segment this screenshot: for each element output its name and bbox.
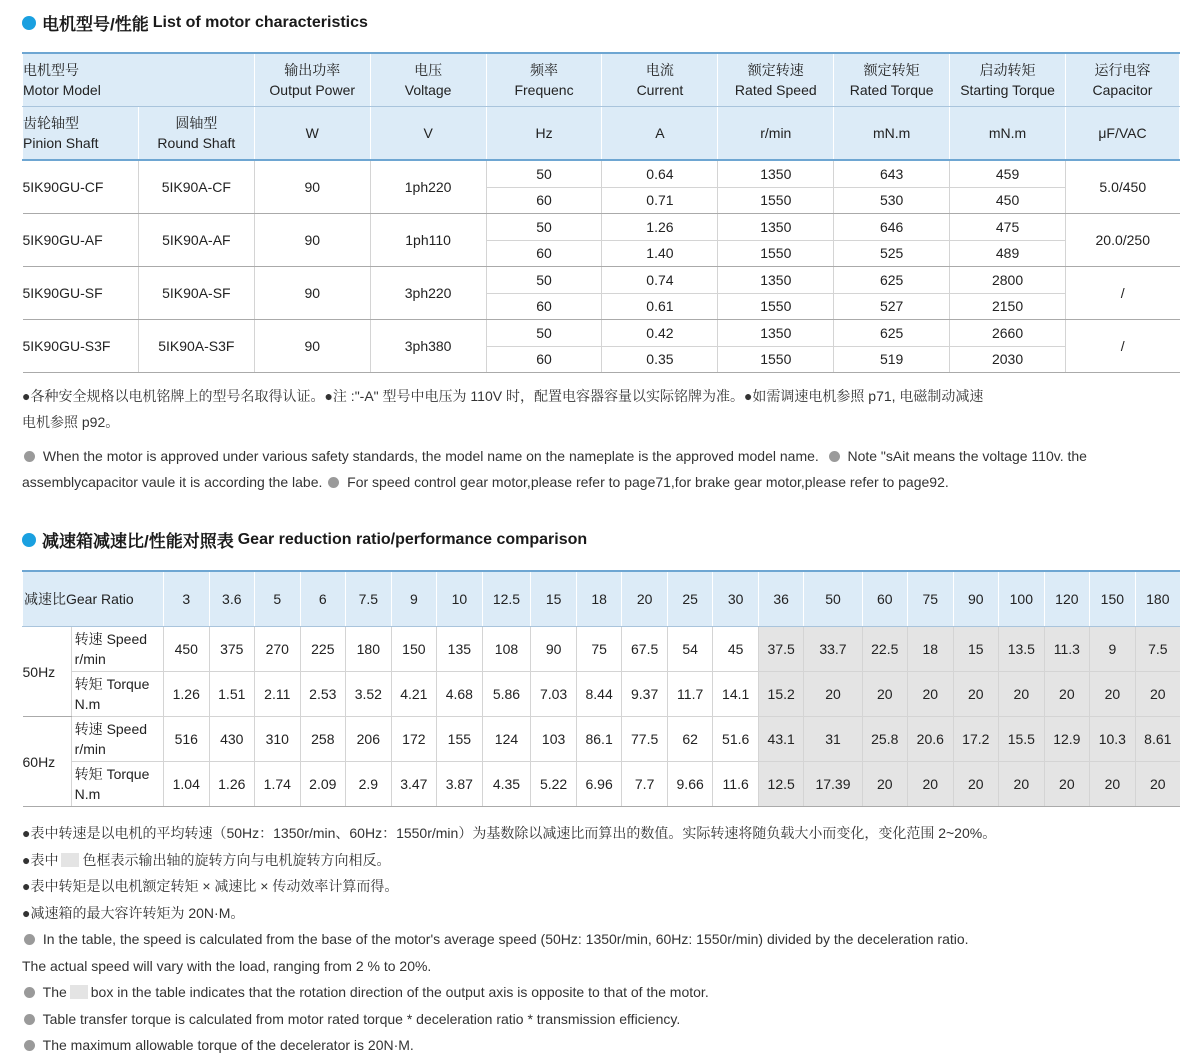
bullet-icon [24, 1014, 35, 1025]
pinion-shaft-model: 5IK90GU-AF [23, 214, 139, 267]
starting-torque: 450 [950, 187, 1066, 214]
speed-value: 31 [804, 717, 862, 762]
rated-speed: 1550 [718, 293, 834, 320]
ratio-header: 100 [999, 571, 1045, 627]
torque-value: 20 [804, 672, 862, 717]
gear-note-en1: In the table, the speed is calculated from the base of the motor's average speed (50Hz: 1350r/min, 60Hz: 1550r/min) divided by the deceleration ratio. [22, 926, 996, 953]
round-shaft-model: 5IK90A-SF [138, 267, 254, 320]
gear-note-cn1: ●表中转速是以电机的平均转速（50Hz：1350r/min、60Hz：1550r/min）为基数除以减速比而算出的数值。实际转速将随负载大小而变化，变化范围 2~20%。 [22, 825, 997, 841]
note-cn-line2: 电机参照 p92。 [22, 414, 120, 430]
ratio-header: 36 [758, 571, 804, 627]
torque-value: 2.09 [300, 762, 346, 807]
current: 0.74 [602, 267, 718, 294]
speed-value: 18 [908, 627, 954, 672]
gear-title-en: Gear reduction ratio/performance comparison [237, 530, 588, 548]
speed-value: 7.5 [1135, 627, 1180, 672]
torque-value: 2.53 [300, 672, 346, 717]
motor-characteristics-table [22, 52, 1180, 373]
speed-value: 103 [531, 717, 577, 762]
torque-value: 2.11 [255, 672, 301, 717]
speed-value: 43.1 [758, 717, 804, 762]
bullet-icon [22, 16, 36, 30]
gear-note-cn2: ●表中 色框表示输出轴的旋转方向与电机旋转方向相反。 [22, 851, 391, 868]
frequency: 60 [486, 240, 602, 267]
round-shaft-model: 5IK90A-AF [138, 214, 254, 267]
speed-value: 33.7 [804, 627, 862, 672]
speed-value: 9 [1090, 627, 1136, 672]
speed-value: 45 [713, 627, 759, 672]
speed-value: 62 [667, 717, 713, 762]
unit-frequency: Hz [486, 107, 602, 161]
pinion-shaft-model: 5IK90GU-SF [23, 267, 139, 320]
note-cn-line1: ●各种安全规格以电机铭牌上的型号名取得认证。●注 :"-A" 型号中电压为 110V 时，配置电容器容量以实际铭牌为准。●如需调速电机参照 p71, 电磁制动减速 [22, 388, 984, 404]
torque-value: 1.26 [164, 672, 210, 717]
torque-value: 20 [1135, 672, 1180, 717]
starting-torque: 2800 [950, 267, 1066, 294]
speed-value: 11.3 [1044, 627, 1090, 672]
header-frequency: 频率 Frequenc [486, 53, 602, 107]
note-en-line1: When the motor is approved under various safety standards, the model name on the nameplate is the approved model name. Note "sAit means the voltage 110v. the [22, 443, 1182, 469]
ratio-header: 50 [804, 571, 862, 627]
torque-value: 20 [908, 672, 954, 717]
torque-value: 20 [862, 762, 908, 807]
ratio-header: 90 [953, 571, 999, 627]
ratio-header: 5 [255, 571, 301, 627]
frequency: 60 [486, 187, 602, 214]
torque-value: 14.1 [713, 672, 759, 717]
frequency-label: 50Hz [23, 627, 72, 717]
torque-value: 3.47 [391, 762, 437, 807]
speed-value: 310 [255, 717, 301, 762]
torque-value: 4.68 [437, 672, 483, 717]
torque-value: 20 [953, 672, 999, 717]
rated-torque: 519 [834, 346, 950, 373]
gear-note-en3: Table transfer torque is calculated from motor rated torque * deceleration ratio * transmission efficiency. [22, 1006, 996, 1033]
gear-note-en4: The maximum allowable torque of the decelerator is 20N·M. [22, 1032, 996, 1059]
rated-speed: 1350 [718, 160, 834, 187]
ratio-header: 10 [437, 571, 483, 627]
current: 0.61 [602, 293, 718, 320]
starting-torque: 459 [950, 160, 1066, 187]
gear-note-en1b: The actual speed will vary with the load, ranging from 2 % to 20%. [22, 957, 432, 974]
header-capacitor: 运行电容 Capacitor [1066, 53, 1180, 107]
starting-torque: 475 [950, 214, 1066, 241]
ratio-header: 15 [531, 571, 577, 627]
note-en-line2: assemblycapacitor vaule it is according the labe. For speed control gear motor,please refer to page71,for brake gear motor,please refer to page92. [22, 474, 949, 490]
frequency: 60 [486, 346, 602, 373]
motor-row [23, 214, 1180, 241]
frequency: 50 [486, 267, 602, 294]
ratio-header: 9 [391, 571, 437, 627]
motor-title-en: List of motor characteristics [152, 13, 368, 31]
ratio-header: 3.6 [209, 571, 255, 627]
voltage: 1ph220 [370, 160, 486, 214]
ratio-header: 12.5 [482, 571, 531, 627]
speed-value: 20.6 [908, 717, 954, 762]
rated-torque: 643 [834, 160, 950, 187]
bullet-icon [328, 477, 339, 488]
motor-notes [22, 383, 1182, 495]
gear-note-cn3: ●表中转矩是以电机额定转矩 × 减速比 × 传动效率计算而得。 [22, 878, 399, 894]
voltage: 3ph220 [370, 267, 486, 320]
current: 0.71 [602, 187, 718, 214]
ratio-header: 180 [1135, 571, 1180, 627]
torque-row-label: 转矩 Torque N.m [71, 762, 163, 807]
rated-speed: 1350 [718, 320, 834, 347]
torque-value: 5.22 [531, 762, 577, 807]
bullet-icon [22, 533, 36, 547]
speed-value: 77.5 [622, 717, 668, 762]
current: 0.64 [602, 160, 718, 187]
speed-value: 108 [482, 627, 531, 672]
rated-torque: 530 [834, 187, 950, 214]
output-power: 90 [254, 267, 370, 320]
rated-speed: 1350 [718, 267, 834, 294]
torque-value: 11.6 [713, 762, 759, 807]
ratio-header: 6 [300, 571, 346, 627]
torque-value: 1.04 [164, 762, 210, 807]
torque-value: 6.96 [576, 762, 622, 807]
rated-speed: 1550 [718, 240, 834, 267]
starting-torque: 2150 [950, 293, 1066, 320]
torque-value: 7.03 [531, 672, 577, 717]
ratio-header: 18 [576, 571, 622, 627]
capacitor: 5.0/450 [1066, 160, 1180, 214]
torque-value: 20 [1044, 762, 1090, 807]
output-power: 90 [254, 320, 370, 373]
torque-value: 20 [953, 762, 999, 807]
bullet-icon [24, 987, 35, 998]
speed-value: 124 [482, 717, 531, 762]
unit-capacitor: μF/VAC [1066, 107, 1180, 161]
speed-value: 17.2 [953, 717, 999, 762]
rated-torque: 525 [834, 240, 950, 267]
torque-value: 5.86 [482, 672, 531, 717]
rated-speed: 1350 [718, 214, 834, 241]
starting-torque: 2030 [950, 346, 1066, 373]
ratio-header: 25 [667, 571, 713, 627]
speed-value: 450 [164, 627, 210, 672]
speed-value: 51.6 [713, 717, 759, 762]
unit-torque: mN.m [834, 107, 950, 161]
ratio-header: 60 [862, 571, 908, 627]
ratio-header: 150 [1090, 571, 1136, 627]
starting-torque: 2660 [950, 320, 1066, 347]
speed-value: 258 [300, 717, 346, 762]
rated-torque: 625 [834, 267, 950, 294]
torque-value: 4.35 [482, 762, 531, 807]
speed-value: 375 [209, 627, 255, 672]
header-rated-speed: 额定转速 Rated Speed [718, 53, 834, 107]
speed-value: 12.9 [1044, 717, 1090, 762]
speed-value: 516 [164, 717, 210, 762]
round-shaft-model: 5IK90A-CF [138, 160, 254, 214]
pinion-shaft-model: 5IK90GU-S3F [23, 320, 139, 373]
current: 1.40 [602, 240, 718, 267]
starting-torque: 489 [950, 240, 1066, 267]
motor-title-cn: 电机型号/性能 [42, 15, 149, 34]
speed-value: 67.5 [622, 627, 668, 672]
speed-value: 22.5 [862, 627, 908, 672]
speed-value: 270 [255, 627, 301, 672]
frequency: 50 [486, 320, 602, 347]
speed-row-label: 转速 Speed r/min [71, 717, 163, 762]
rated-torque: 625 [834, 320, 950, 347]
shade-sample-box [70, 985, 88, 999]
capacitor: / [1066, 267, 1180, 320]
ratio-header: 7.5 [346, 571, 392, 627]
torque-value: 4.21 [391, 672, 437, 717]
torque-value: 20 [1090, 762, 1136, 807]
torque-value: 1.51 [209, 672, 255, 717]
header-gear-ratio: 减速比Gear Ratio [23, 571, 164, 627]
gear-row [23, 672, 1181, 717]
header-current: 电流 Current [602, 53, 718, 107]
output-power: 90 [254, 160, 370, 214]
gear-ratio-table [22, 570, 1180, 807]
torque-value: 20 [999, 672, 1045, 717]
ratio-header: 3 [164, 571, 210, 627]
header-rated-torque: 额定转矩 Rated Torque [834, 53, 950, 107]
speed-value: 54 [667, 627, 713, 672]
unit-power: W [254, 107, 370, 161]
torque-value: 1.74 [255, 762, 301, 807]
capacitor: / [1066, 320, 1180, 373]
rated-torque: 646 [834, 214, 950, 241]
frequency: 50 [486, 160, 602, 187]
header-pinion-shaft: 齿轮轴型 Pinion Shaft [23, 107, 139, 161]
rated-torque: 527 [834, 293, 950, 320]
gear-row [23, 762, 1181, 807]
bullet-icon [24, 451, 35, 462]
unit-speed: r/min [718, 107, 834, 161]
unit-starting-torque: mN.m [950, 107, 1066, 161]
voltage: 3ph380 [370, 320, 486, 373]
torque-value: 20 [1135, 762, 1180, 807]
unit-voltage: V [370, 107, 486, 161]
torque-value: 2.9 [346, 762, 392, 807]
header-starting-torque: 启动转矩 Starting Torque [950, 53, 1066, 107]
torque-value: 17.39 [804, 762, 862, 807]
speed-value: 150 [391, 627, 437, 672]
speed-value: 13.5 [999, 627, 1045, 672]
header-voltage: 电压 Voltage [370, 53, 486, 107]
torque-value: 20 [862, 672, 908, 717]
shade-sample-box [61, 853, 79, 867]
speed-value: 15 [953, 627, 999, 672]
speed-value: 37.5 [758, 627, 804, 672]
speed-value: 10.3 [1090, 717, 1136, 762]
speed-value: 172 [391, 717, 437, 762]
speed-value: 90 [531, 627, 577, 672]
bullet-icon [829, 451, 840, 462]
capacitor: 20.0/250 [1066, 214, 1180, 267]
frequency-label: 60Hz [23, 717, 72, 807]
gear-title-cn: 减速箱减速比/性能对照表 [42, 532, 234, 551]
gear-section-title [22, 527, 587, 552]
speed-value: 155 [437, 717, 483, 762]
header-round-shaft: 圆轴型 Round Shaft [138, 107, 254, 161]
pinion-shaft-model: 5IK90GU-CF [23, 160, 139, 214]
torque-value: 20 [1090, 672, 1136, 717]
speed-value: 135 [437, 627, 483, 672]
motor-section-title [22, 10, 368, 35]
output-power: 90 [254, 214, 370, 267]
unit-current: A [602, 107, 718, 161]
rated-speed: 1550 [718, 346, 834, 373]
motor-row [23, 160, 1180, 187]
round-shaft-model: 5IK90A-S3F [138, 320, 254, 373]
torque-value: 12.5 [758, 762, 804, 807]
torque-value: 1.26 [209, 762, 255, 807]
torque-value: 9.66 [667, 762, 713, 807]
torque-value: 7.7 [622, 762, 668, 807]
speed-value: 430 [209, 717, 255, 762]
frequency: 50 [486, 214, 602, 241]
speed-value: 75 [576, 627, 622, 672]
torque-value: 11.7 [667, 672, 713, 717]
gear-notes [22, 820, 996, 1059]
ratio-header: 120 [1044, 571, 1090, 627]
gear-note-cn4: ●减速箱的最大容许转矩为 20N·M。 [22, 904, 245, 921]
rated-speed: 1550 [718, 187, 834, 214]
torque-value: 3.87 [437, 762, 483, 807]
torque-value: 9.37 [622, 672, 668, 717]
current: 0.35 [602, 346, 718, 373]
speed-row-label: 转速 Speed r/min [71, 627, 163, 672]
gear-row [23, 627, 1181, 672]
frequency: 60 [486, 293, 602, 320]
speed-value: 86.1 [576, 717, 622, 762]
current: 1.26 [602, 214, 718, 241]
motor-row [23, 267, 1180, 294]
bullet-icon [24, 934, 35, 945]
speed-value: 15.5 [999, 717, 1045, 762]
torque-value: 20 [908, 762, 954, 807]
torque-value: 20 [999, 762, 1045, 807]
speed-value: 225 [300, 627, 346, 672]
speed-value: 8.61 [1135, 717, 1180, 762]
voltage: 1ph110 [370, 214, 486, 267]
motor-row [23, 320, 1180, 347]
header-motor-model: 电机型号 Motor Model [23, 53, 255, 107]
torque-row-label: 转矩 Torque N.m [71, 672, 163, 717]
gear-note-en2: The box in the table indicates that the rotation direction of the output axis is opposite to that of the motor. [22, 979, 996, 1006]
ratio-header: 30 [713, 571, 759, 627]
torque-value: 8.44 [576, 672, 622, 717]
torque-value: 20 [1044, 672, 1090, 717]
header-power: 输出功率 Output Power [254, 53, 370, 107]
bullet-icon [24, 1040, 35, 1051]
current: 0.42 [602, 320, 718, 347]
ratio-header: 20 [622, 571, 668, 627]
speed-value: 180 [346, 627, 392, 672]
speed-value: 206 [346, 717, 392, 762]
ratio-header: 75 [908, 571, 954, 627]
torque-value: 15.2 [758, 672, 804, 717]
gear-row [23, 717, 1181, 762]
speed-value: 25.8 [862, 717, 908, 762]
torque-value: 3.52 [346, 672, 392, 717]
